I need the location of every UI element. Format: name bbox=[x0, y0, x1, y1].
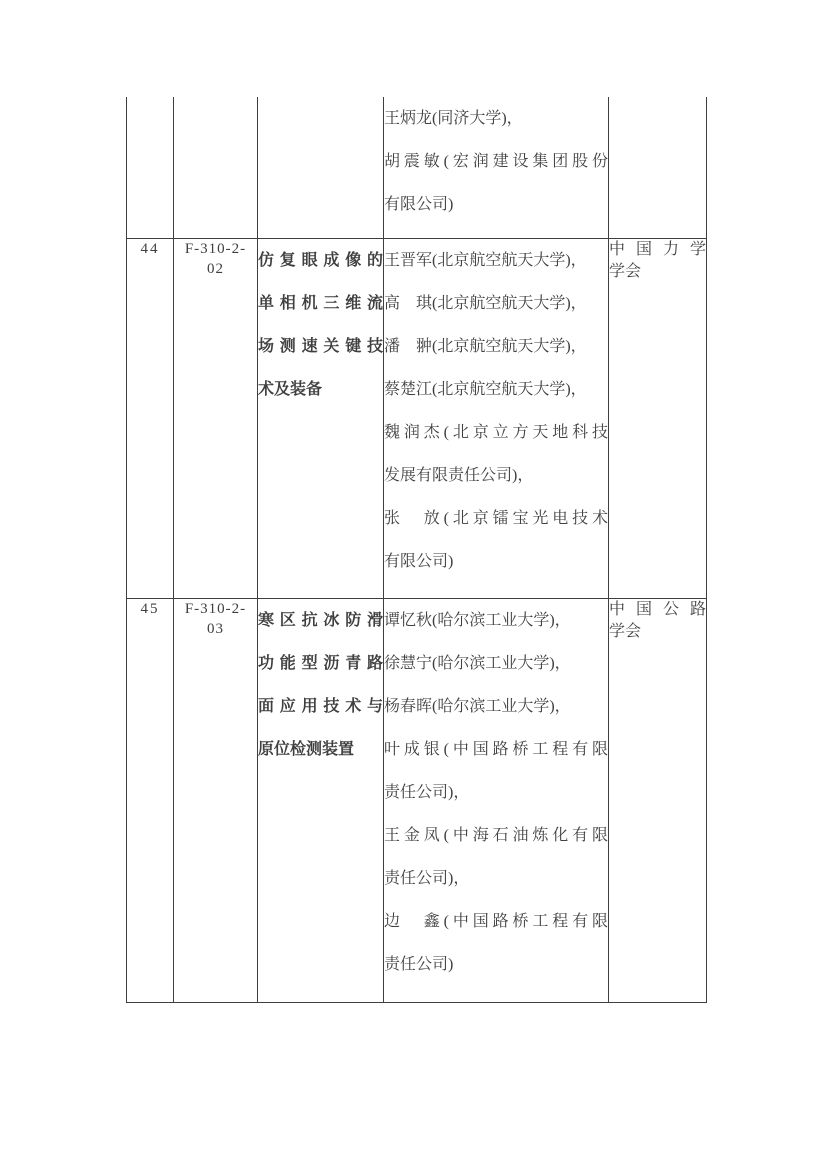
text-line: 叶成银(中国路桥工程有限 bbox=[384, 740, 608, 758]
text-line: 场测速关键技 bbox=[258, 337, 383, 355]
project-title-cell bbox=[258, 238, 384, 598]
text-line: 责任公司) bbox=[384, 955, 454, 973]
text-line: 有限公司) bbox=[384, 196, 454, 213]
award-code-line: F-310-2- bbox=[184, 240, 247, 257]
text-line: 张 放(北京镭宝光电技术 bbox=[384, 509, 608, 527]
awards-table bbox=[126, 97, 707, 1003]
text-line: 学会 bbox=[609, 622, 642, 640]
text-line: 徐慧宁(哈尔滨工业大学)， bbox=[384, 654, 571, 672]
text-line: 王金凤(中海石油炼化有限 bbox=[384, 826, 608, 844]
society-cell bbox=[609, 97, 707, 238]
table-row bbox=[127, 598, 707, 1002]
row-number-cell bbox=[127, 238, 174, 598]
award-code-cell bbox=[174, 598, 258, 1002]
text-line: 单相机三维流 bbox=[258, 294, 383, 312]
text-line: 寒区抗冰防滑 bbox=[258, 611, 383, 629]
awards-table-body bbox=[127, 97, 707, 1002]
contributors-cell bbox=[384, 238, 609, 598]
text-line: 原位检测装置 bbox=[258, 740, 355, 758]
row-number-cell bbox=[127, 97, 174, 238]
society-cell bbox=[609, 598, 707, 1002]
text-line: 高 琪(北京航空航天大学)， bbox=[384, 294, 587, 312]
contributors-cell bbox=[384, 598, 609, 1002]
row-number: 45 bbox=[140, 600, 160, 617]
text-line: 王晋军(北京航空航天大学)， bbox=[384, 251, 587, 269]
text-line: 蔡楚江(北京航空航天大学)， bbox=[384, 380, 587, 398]
award-code-line: 03 bbox=[207, 620, 224, 637]
award-code-line: 02 bbox=[207, 260, 224, 277]
text-line: 有限公司) bbox=[384, 552, 454, 570]
text-line: 发展有限责任公司)， bbox=[384, 466, 534, 484]
row-number-cell bbox=[127, 598, 174, 1002]
row-number: 44 bbox=[140, 240, 160, 257]
text-line: 仿复眼成像的 bbox=[258, 251, 383, 269]
contributors-cell bbox=[384, 97, 609, 238]
text-line: 胡震敏(宏润建设集团股份 bbox=[384, 153, 608, 170]
award-code-cell bbox=[174, 97, 258, 238]
text-line: 谭忆秋(哈尔滨工业大学)， bbox=[384, 611, 571, 629]
text-line: 王炳龙(同济大学)， bbox=[384, 110, 523, 127]
text-line: 杨春晖(哈尔滨工业大学)， bbox=[384, 697, 571, 715]
table-row bbox=[127, 97, 707, 238]
text-line: 学会 bbox=[609, 262, 642, 280]
table-row bbox=[127, 238, 707, 598]
project-title-cell bbox=[258, 97, 384, 238]
text-line: 功能型沥青路 bbox=[258, 654, 383, 672]
text-line: 面应用技术与 bbox=[258, 697, 383, 715]
text-line: 中国公路 bbox=[609, 600, 706, 618]
project-title-cell bbox=[258, 598, 384, 1002]
text-line: 责任公司)， bbox=[384, 783, 470, 801]
society-cell bbox=[609, 238, 707, 598]
text-line: 边 鑫(中国路桥工程有限 bbox=[384, 912, 608, 930]
text-line: 责任公司)， bbox=[384, 869, 470, 887]
text-line: 中国力学 bbox=[609, 240, 706, 258]
award-code-cell bbox=[174, 238, 258, 598]
award-code-line: F-310-2- bbox=[184, 600, 247, 617]
text-line: 术及装备 bbox=[258, 380, 323, 398]
text-line: 魏润杰(北京立方天地科技 bbox=[384, 423, 608, 441]
text-line: 潘 翀(北京航空航天大学)， bbox=[384, 337, 587, 355]
